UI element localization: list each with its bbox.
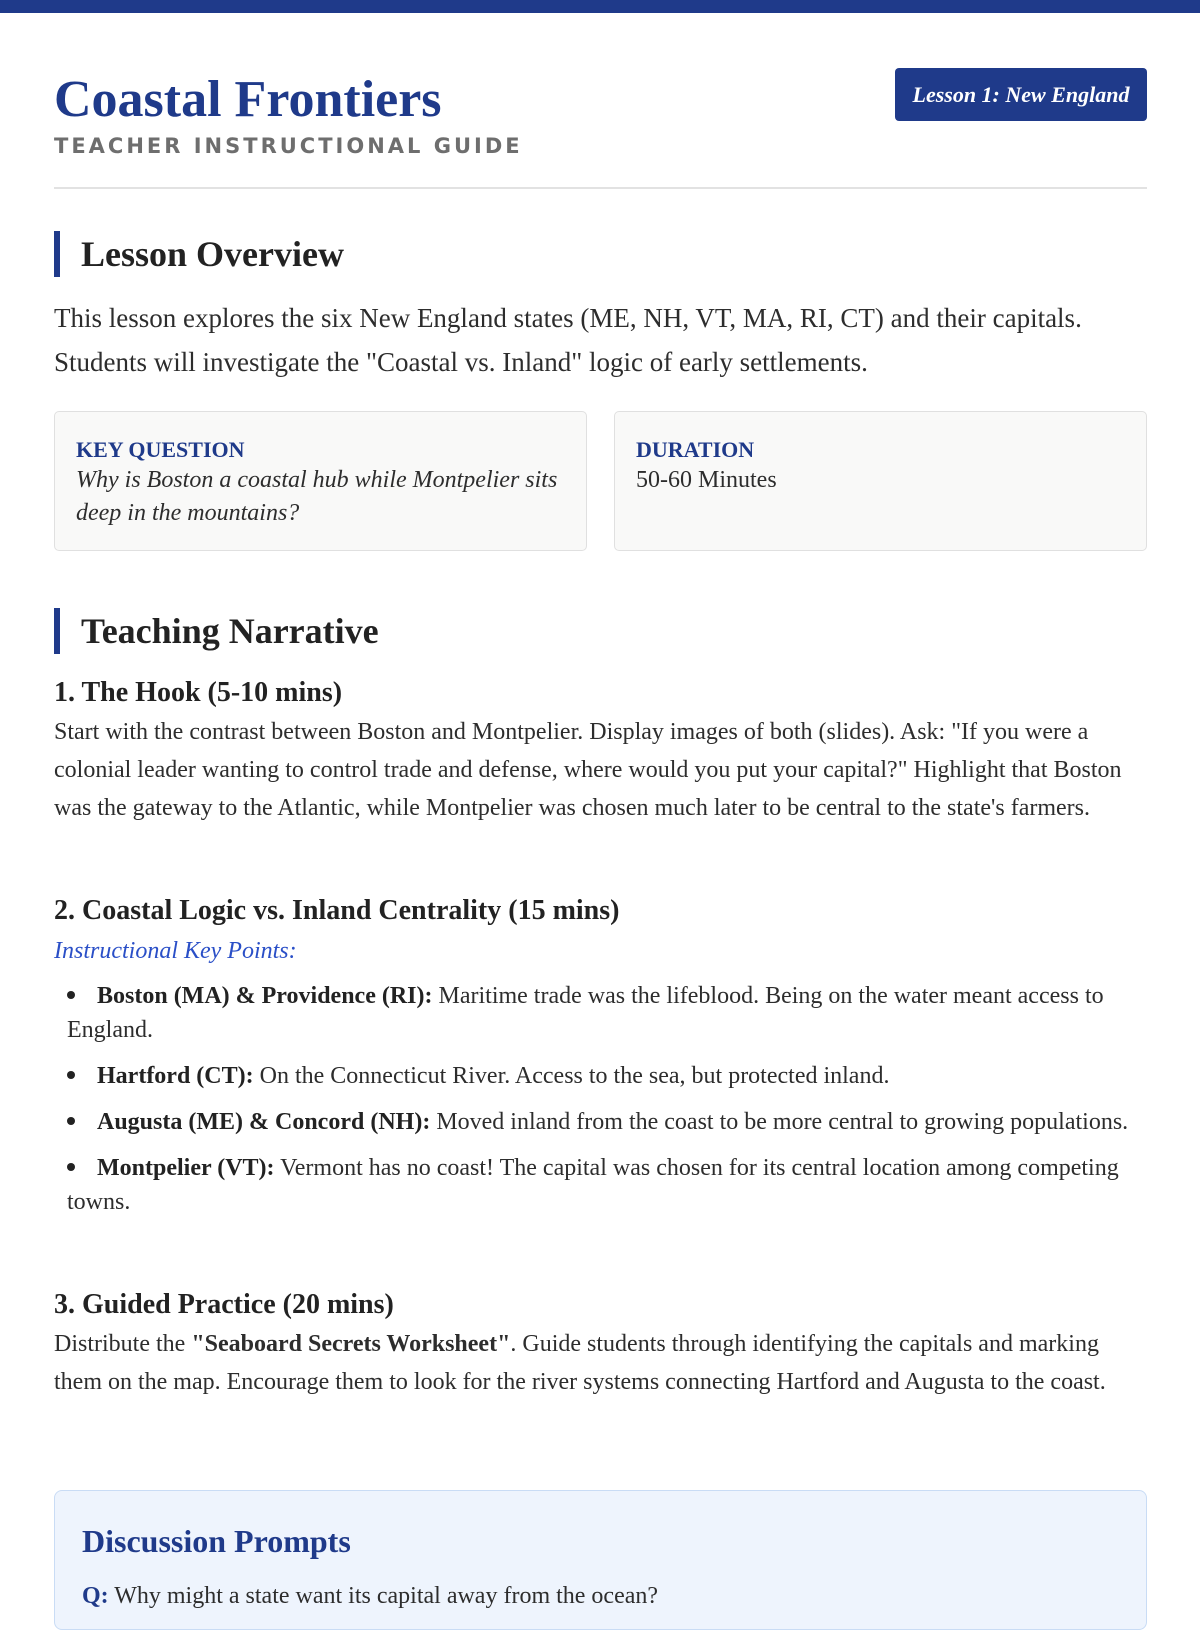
bullet-icon [67, 1163, 75, 1171]
list-item [54, 1151, 1149, 1219]
key-points-label: Instructional Key Points: [54, 938, 297, 964]
list-item-text: Moved inland from the coast to be more central to growing populations. [430, 1109, 1129, 1135]
list-item [54, 1105, 1149, 1139]
overview-paragraph: This lesson explores the six New England states (ME, NH, VT, MA, RI, CT) and their capitals. Students will investigate the "Coastal vs. Inland" logic of early settlements. [54, 303, 1082, 377]
step-text [54, 1325, 1149, 1401]
list-item-text: Vermont has no coast! The capital was chosen for its central location among competing towns. [67, 1155, 1119, 1215]
header-divider [54, 187, 1147, 189]
duration-label: DURATION [636, 437, 755, 462]
key-question-text: Why is Boston a coastal hub while Montpelier sits deep in the mountains? [76, 467, 558, 526]
page-header [54, 70, 1147, 158]
step-heading: 1. The Hook (5-10 mins) [54, 677, 343, 708]
step-text: Start with the contrast between Boston and Montpelier. Display images of both (slides). Ask: "If you were a colonial leader wanting to control trade and defense, where would you put your capital?" Highlight that Boston was the gateway to the Atlantic, while Montpelier was chosen much later to be central to the state's farmers. [54, 719, 1122, 821]
bullet-icon [67, 991, 75, 999]
discussion-question [82, 1579, 1119, 1613]
section-heading-overview: Lesson Overview [54, 231, 344, 277]
duration-card [614, 411, 1147, 551]
list-item-term: Hartford (CT): [97, 1063, 254, 1089]
key-question-card [54, 411, 587, 551]
section-heading-narrative: Teaching Narrative [54, 608, 379, 654]
list-item-text: On the Connecticut River. Access to the sea, but protected inland. [253, 1063, 890, 1089]
step-hook [54, 675, 1149, 827]
list-item-text: Maritime trade was the lifeblood. Being on the water meant access to England. [67, 983, 1104, 1043]
list-item-term: Boston (MA) & Providence (RI): [97, 983, 433, 1009]
step-guided-practice [54, 1287, 1149, 1401]
step-coastal-logic [54, 893, 1149, 1231]
step-heading: 3. Guided Practice (20 mins) [54, 1289, 394, 1320]
step-heading: 2. Coastal Logic vs. Inland Centrality (15 mins) [54, 895, 620, 926]
question-label: Q: [82, 1583, 109, 1609]
discussion-heading: Discussion Prompts [82, 1523, 351, 1559]
step-text-before: Distribute the [54, 1331, 192, 1357]
page-subtitle: TEACHER INSTRUCTIONAL GUIDE [54, 134, 523, 158]
worksheet-name: "Seaboard Secrets Worksheet" [191, 1331, 511, 1357]
bullet-icon [67, 1117, 75, 1125]
list-item [54, 979, 1149, 1047]
lesson-badge: Lesson 1: New England [895, 68, 1147, 121]
duration-text: 50-60 Minutes [636, 467, 777, 493]
key-points-list [54, 979, 1149, 1219]
list-item-term: Montpelier (VT): [97, 1155, 275, 1181]
discussion-prompts-box [54, 1490, 1147, 1630]
list-item [54, 1059, 1149, 1093]
bullet-icon [67, 1071, 75, 1079]
step-text-after: . Guide students through identifying the capitals and marking them on the map. Encourage them to look for the river systems connecting Hartford and Augusta to the coast. [54, 1331, 1106, 1395]
list-item-term: Augusta (ME) & Concord (NH): [97, 1109, 431, 1135]
question-text: Why might a state want its capital away from the ocean? [108, 1583, 659, 1609]
key-question-label: KEY QUESTION [76, 437, 245, 462]
top-accent-bar [0, 0, 1200, 13]
page-title: Coastal Frontiers [54, 71, 442, 128]
